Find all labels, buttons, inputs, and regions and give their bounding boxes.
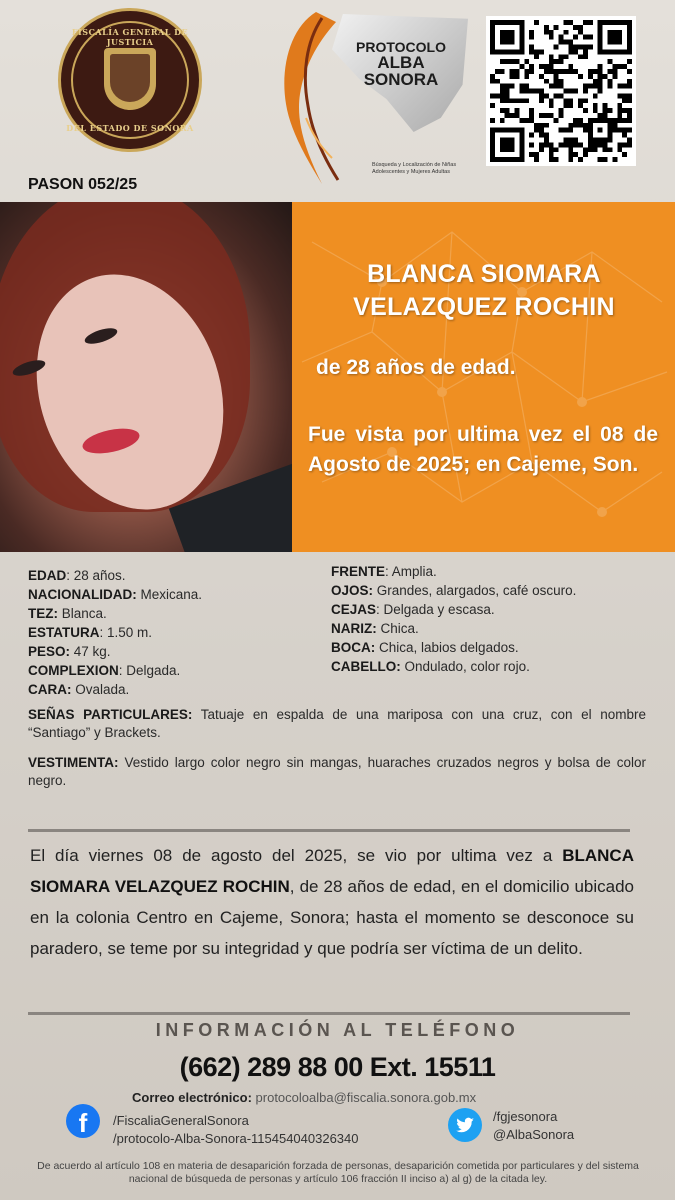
distinctive-marks-label: SEÑAS PARTICULARES: bbox=[28, 707, 193, 722]
detail-row bbox=[28, 566, 318, 585]
narrative: El día viernes 08 de agosto del 2025, se vio por ultima vez a BLANCA SIOMARA VELAZQUEZ ROCHIN, de 28 años de edad, en el domicilio ubicado en la colonia Centro en Cajeme, Sonora; hasta el momento se desconoce su paradero, se teme por su integridad y que podría ser víctima de un delito. bbox=[30, 846, 635, 958]
distinctive-marks bbox=[28, 706, 646, 742]
narrative-name: BLANCA SIOMARA VELAZQUEZ ROCHIN bbox=[30, 846, 634, 896]
seal-bottom-text: DEL ESTADO DE SONORA bbox=[66, 123, 194, 133]
detail-value: : 28 años. bbox=[66, 568, 126, 583]
clothing-label: VESTIMENTA: bbox=[28, 755, 119, 770]
detail-row bbox=[331, 562, 661, 581]
alba-subtitle: Búsqueda y Localización de Niñas Adolescentes y Mujeres Adultas bbox=[372, 162, 457, 175]
details-right bbox=[331, 562, 661, 676]
detail-value: : 1.50 m. bbox=[99, 625, 153, 640]
detail-label: FRENTE bbox=[331, 564, 385, 579]
facebook-link-fiscalia[interactable]: /FiscaliaGeneralSonora bbox=[113, 1113, 249, 1128]
person-age: de 28 años de edad. bbox=[316, 356, 516, 379]
detail-row bbox=[28, 661, 318, 680]
detail-row bbox=[28, 680, 318, 699]
divider bbox=[28, 829, 630, 832]
detail-label: NARIZ: bbox=[331, 621, 377, 636]
qr-code[interactable] bbox=[486, 16, 636, 166]
case-code: PASON 052/25 bbox=[28, 176, 138, 193]
email-link[interactable]: protocoloalba@fiscalia.sonora.gob.mx bbox=[251, 1090, 477, 1105]
twitter-link-fgje[interactable]: /fgjesonora bbox=[493, 1109, 558, 1124]
clothing bbox=[28, 754, 646, 790]
detail-label: NACIONALIDAD: bbox=[28, 587, 137, 602]
detail-label: EDAD bbox=[28, 568, 67, 583]
seal-top-text: FISCALÍA GENERAL DE JUSTICIA bbox=[71, 27, 189, 47]
protocolo-alba-logo bbox=[268, 0, 473, 198]
detail-row bbox=[28, 623, 318, 642]
detail-row bbox=[28, 642, 318, 661]
phone-heading: INFORMACIÓN AL TELÉFONO bbox=[155, 1020, 520, 1040]
detail-row bbox=[331, 600, 661, 619]
twitter-links bbox=[493, 1108, 574, 1144]
detail-value: 47 kg. bbox=[70, 644, 111, 659]
detail-label: ESTATURA bbox=[28, 625, 100, 640]
facebook-icon[interactable]: f bbox=[66, 1104, 100, 1138]
facebook-link-alba[interactable]: /protocolo-Alba-Sonora-115454040326340 bbox=[113, 1131, 359, 1146]
email-line bbox=[132, 1090, 476, 1105]
detail-value: Blanca. bbox=[58, 606, 107, 621]
details-left bbox=[28, 566, 318, 699]
detail-value: Grandes, alargados, café oscuro. bbox=[373, 583, 577, 598]
detail-row bbox=[331, 657, 661, 676]
detail-value: Chica. bbox=[376, 621, 419, 636]
detail-label: COMPLEXION bbox=[28, 663, 119, 678]
detail-row bbox=[331, 638, 661, 657]
shield-icon bbox=[104, 48, 156, 110]
clothing-text: Vestido largo color negro sin mangas, huaraches cruzados negros y bolsa de color negro. bbox=[28, 755, 646, 788]
detail-value: Chica, labios delgados. bbox=[375, 640, 519, 655]
detail-label: BOCA: bbox=[331, 640, 376, 655]
detail-row bbox=[28, 585, 318, 604]
twitter-link-alba[interactable]: @AlbaSonora bbox=[493, 1127, 575, 1142]
last-seen: Fue vista por ultima vez el 08 de Agosto de 2025; en Cajeme, Son. bbox=[308, 423, 658, 477]
phone-number[interactable]: (662) 289 88 00 Ext. 15511 bbox=[179, 1052, 496, 1082]
legal-notice: De acuerdo al artículo 108 en materia de desaparición forzada de personas, desaparición cometida por particulares y del sistema nacional de búsqueda de personas y artículo 106 fracción II inciso a) al g) de la citada ley. bbox=[37, 1160, 639, 1185]
fiscalia-seal-logo bbox=[58, 8, 202, 152]
person-name: BLANCA SIOMARA VELAZQUEZ ROCHIN bbox=[353, 260, 615, 321]
detail-label: CARA: bbox=[28, 682, 72, 697]
detail-row bbox=[28, 604, 318, 623]
detail-value: Ovalada. bbox=[71, 682, 130, 697]
detail-value: Ondulado, color rojo. bbox=[400, 659, 530, 674]
detail-label: CABELLO: bbox=[331, 659, 401, 674]
detail-label: PESO: bbox=[28, 644, 71, 659]
detail-label: CEJAS bbox=[331, 602, 377, 617]
detail-value: : Amplia. bbox=[385, 564, 437, 579]
facebook-links bbox=[113, 1112, 359, 1148]
divider bbox=[28, 1012, 630, 1015]
detail-value: : Delgada y escasa. bbox=[376, 602, 495, 617]
detail-row bbox=[331, 619, 661, 638]
detail-value: : Delgada. bbox=[118, 663, 181, 678]
detail-value: Mexicana. bbox=[136, 587, 203, 602]
email-label: Correo electrónico: bbox=[132, 1090, 252, 1105]
detail-row bbox=[331, 581, 661, 600]
distinctive-marks-text: Tatuaje en espalda de una mariposa con una cruz, con el nombre “Santiago” y Brackets. bbox=[28, 707, 646, 740]
twitter-icon[interactable] bbox=[448, 1108, 482, 1142]
detail-label: OJOS: bbox=[331, 583, 374, 598]
person-photo bbox=[0, 202, 292, 552]
detail-label: TEZ: bbox=[28, 606, 58, 621]
alba-title: PROTOCOLO ALBA SONORA bbox=[356, 39, 446, 89]
